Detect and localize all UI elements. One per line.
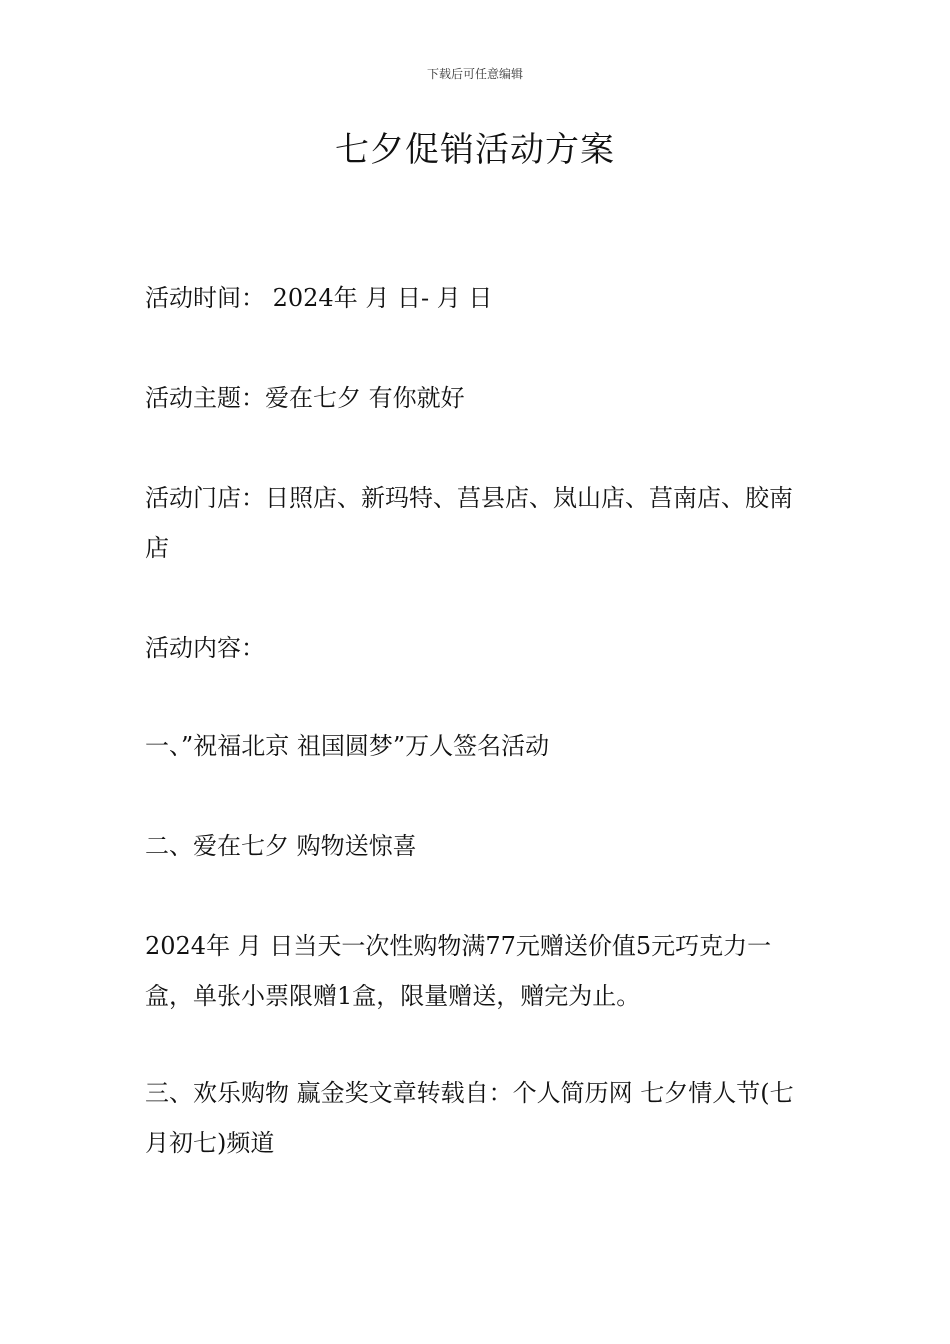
paragraph-activity-theme: 活动主题：爱在七夕 有你就好 <box>145 384 465 412</box>
paragraph-section-one: 一、”祝福北京 祖国圆梦”万人签名活动 <box>145 732 550 760</box>
paragraph-activity-content-heading: 活动内容： <box>145 634 265 662</box>
paragraph-section-two: 二、爱在七夕 购物送惊喜 <box>145 832 417 860</box>
paragraph-activity-time: 活动时间： 2024年 月 日- 月 日 <box>145 284 493 312</box>
document-title: 七夕促销活动方案 <box>335 130 615 170</box>
paragraph-section-three: 三、欢乐购物 赢金奖文章转载自：个人简历网 七夕情人节(七月初七)频道 <box>145 1079 794 1157</box>
header-note: 下载后可任意编辑 <box>426 67 523 81</box>
paragraph-activity-stores: 活动门店：日照店、新玛特、莒县店、岚山店、莒南店、胶南店 <box>145 484 793 562</box>
paragraph-gift-details: 2024年 月 日当天一次性购物满77元赠送价值5元巧克力一盒，单张小票限赠1盒，限量赠送，赠完为止。 <box>145 932 772 1010</box>
